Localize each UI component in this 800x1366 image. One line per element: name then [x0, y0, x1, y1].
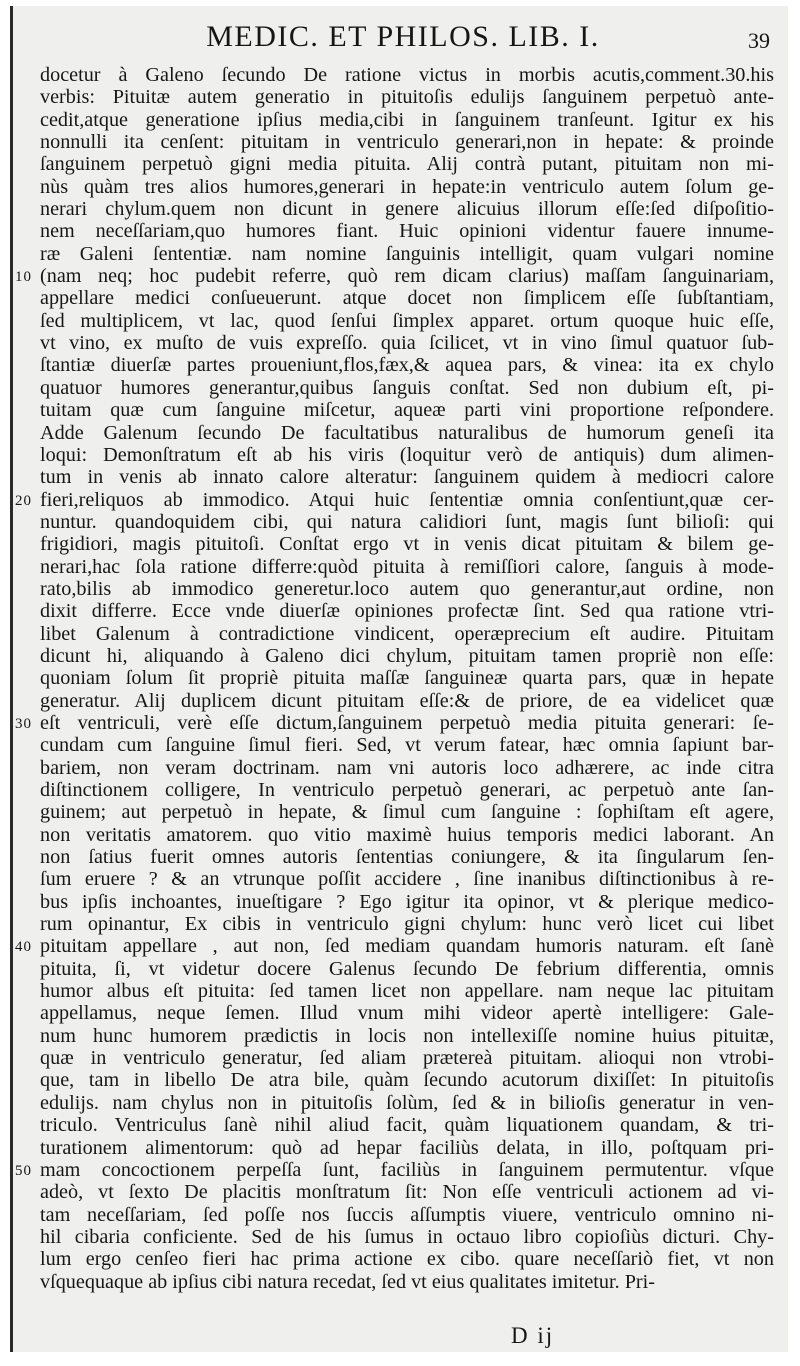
text-line: [40, 86, 774, 108]
text-line: [15, 711, 774, 734]
text-line: [15, 1158, 774, 1181]
line-text: ræ Galeni ſententiæ. nam nomine ſanguinis intelligit, quam vulgari nomine: [40, 242, 774, 265]
line-text: adeò, vt ſexto De placitis monſtratum ſit: Non eſſe ventriculi actionem ad vi-: [40, 1181, 774, 1204]
line-text: libet Galenum à contradictione vindicent, operæprecium eſt audire. Pituitam: [40, 622, 774, 645]
text-line: [40, 891, 774, 913]
text-line: [40, 556, 774, 578]
text-line: [15, 488, 774, 511]
line-number: 20: [15, 492, 32, 509]
line-text: num hunc humorem prædictis in locis non intellexiſſe nomine huius pituitæ,: [40, 1024, 774, 1047]
text-line: [40, 422, 774, 444]
line-text: verbis: Pituitæ autem generatio in pituitoſis edulijs ſanguinem perpetuò ante-: [40, 86, 774, 109]
line-text: nerari chylum.quem non dicunt in genere alicuius illorum eſſe:ſed diſpoſitio-: [40, 198, 774, 221]
text-line: [15, 265, 774, 288]
line-text: quatuor humores generantur,quibus ſanguis conſtat. Sed non dubium eſt, pi-: [40, 376, 774, 399]
line-number: 50: [15, 1162, 32, 1179]
line-text: nùs quàm tres alios humores,generari in hepate:in ventriculo autem ſolum ge-: [40, 175, 774, 198]
text-line: [40, 377, 774, 399]
text-line: [40, 980, 774, 1002]
line-text: humor albus eſt pituita: ſed tamen licet non appellare. nam neque lac pituitam: [40, 980, 774, 1003]
line-number: 30: [15, 715, 32, 732]
text-line: [40, 444, 774, 466]
line-text: turationem alimentorum: quò ad hepar faciliùs delata, in illo, poſtquam pri-: [40, 1136, 774, 1159]
line-text: nonnulli ita cenſent: pituitam in ventriculo generari,non in hepate: & proinde: [40, 131, 774, 154]
text-line: [40, 734, 774, 756]
line-text: dixit differre. Ecce vnde diuerſæ opiniones profectæ ſint. Sed qua ratione vtri-: [40, 600, 774, 623]
text-line: [40, 1002, 774, 1024]
text-line: [40, 667, 774, 689]
running-head: MEDIC. ET PHILOS. LIB. I.: [206, 20, 600, 53]
line-text: diſtinctionem colligere, In ventriculo perpetuò generari, ac perpetuò ante ſan-: [40, 779, 774, 801]
text-line: [40, 578, 774, 600]
text-line: [40, 913, 774, 935]
line-text: nem neceſſariam,quo humores fiant. Huic opinioni videntur fauere innume-: [40, 220, 774, 243]
line-text: (nam neq; hoc pudebit referre, quò rem dicam clarius) maſſam ſanguinariam,: [40, 265, 774, 288]
line-text: hil cibaria conficiente. Sed de his ſumus in octauo libro copioſiùs dicturi. Chy-: [40, 1225, 774, 1248]
text-line: [40, 1114, 774, 1136]
text-line: [40, 600, 774, 622]
text-line: [40, 399, 774, 421]
text-line: [40, 690, 774, 712]
line-text: lum ergo cenſeo fieri hac prima actione ex cibo. quare neceſſariò fiet, vt non: [40, 1248, 774, 1271]
text-line: [40, 958, 774, 980]
text-line: [40, 310, 774, 332]
text-line: [40, 511, 774, 533]
line-text: loqui: Demonſtratum eſt ab his viris (loquitur verò de antiquis) dum alimen-: [40, 443, 774, 466]
text-line: [40, 1204, 774, 1226]
line-text: eſt ventriculi, verè eſſe dictum,ſanguinem perpetuò media pituita generari: ſe-: [40, 711, 774, 734]
text-line: [40, 868, 774, 890]
text-line: [40, 1069, 774, 1091]
line-text: appellamus, neque ſemen. Illud vnum mihi videor apertè intelligere: Gale-: [40, 1002, 774, 1025]
text-line: [40, 757, 774, 779]
line-text: ſum eruere ? & an vtrunque poſſit accidere , ſine inanibus diſtinctionibus à re-: [40, 868, 774, 891]
line-text: non ſatius fuerit omnes autoris ſententias coniungere, & ita ſingularum ſen-: [40, 846, 774, 869]
text-line: [40, 64, 774, 86]
text-line: [40, 623, 774, 645]
line-text: mam concoctionem perpeſſa ſunt, faciliùs in ſanguinem permutentur. vſque: [40, 1158, 774, 1181]
text-line: [40, 846, 774, 868]
text-line: [40, 332, 774, 354]
line-text: guinem; aut perpetuò in hepate, & ſimul cum ſanguine : ſophiſtam eſt agere,: [40, 801, 774, 824]
text-line: [40, 1271, 774, 1293]
text-line: [40, 354, 774, 376]
book-page: [10, 6, 788, 1352]
text-line: [40, 466, 774, 488]
line-text: tuitam quæ cum ſanguine miſcetur, aqueæ parti vini proportione reſpondere.: [40, 399, 774, 422]
line-text: non veritatis amatorem. quo vitio maximè huius temporis medici laborant. An: [40, 823, 774, 846]
line-text: edulijs. nam chylus non in pituitoſis ſolùm, ſed & in bilioſis generatur in ven-: [40, 1091, 774, 1114]
text-line: [40, 645, 774, 667]
text-line: [40, 287, 774, 309]
text-line: [40, 153, 774, 175]
line-text: cundam cum ſanguine ſimul fieri. Sed, vt verum fatear, hæc omnia ſapiunt bar-: [40, 734, 774, 757]
text-body: [15, 64, 774, 1293]
line-text: docetur à Galeno ſecundo De ratione victus in morbis acutis,comment.30.his: [40, 64, 774, 86]
line-text: tum in venis ab innato calore alteratur: ſanguinem quidem à mediocri calore: [40, 466, 774, 489]
signature-mark: D ij: [511, 1323, 555, 1348]
line-text: vt vino, ex muſto de vuis expreſſo. quia ſcilicet, vt in vino ſimul quatuor ſub-: [40, 332, 774, 355]
text-line: [40, 533, 774, 555]
line-text: rato,bilis ab immodico generetur.loco autem quo generantur,aut ordine, non: [40, 577, 774, 600]
line-text: tam neceſſariam, ſed poſſe nos ſuccis aſſumptis viuere, ventriculo omnino ni-: [40, 1203, 774, 1226]
text-line: [40, 1137, 774, 1159]
text-line: [40, 220, 774, 242]
line-text: Adde Galenum ſecundo De facultatibus naturalibus de humorum geneſi ita: [40, 421, 774, 444]
line-text: pituita, ſi, vt videtur docere Galenus ſecundo De febrium differentia, omnis: [40, 957, 774, 980]
line-text: appellare medici conſueuerunt. atque docet non ſimplicem eſſe ſubſtantiam,: [40, 287, 774, 310]
line-text: quoniam ſolum ſit propriè pituita maſſæ ſanguineæ quarta pars, quæ in hepate: [40, 667, 774, 690]
text-line: [40, 1025, 774, 1047]
text-line: [40, 1047, 774, 1069]
line-text: nuntur. quandoquidem cibi, qui natura calidiori ſunt, magis ſunt bilioſi: qui: [40, 510, 774, 533]
text-line: [40, 176, 774, 198]
line-text: ſed multiplicem, vt lac, quod ſenſui ſimplex apparet. ortum quoque huic eſſe,: [40, 309, 774, 332]
line-text: ſtantiæ diuerſæ partes proueniunt,flos,fæx,& aquea pars, & vinea: ita ex chylo: [40, 354, 774, 377]
text-line: [40, 1181, 774, 1203]
line-text: dicunt hi, aliquando à Galeno dici chylum, pituitam tamen propriè non eſſe:: [40, 644, 774, 667]
text-line: [40, 198, 774, 220]
line-text: generatur. Alij duplicem dicunt pituitam eſſe:& de priore, de ea videlicet quæ: [40, 689, 774, 712]
line-text: bus ipſis inchoantes, inueſtigare ? Ego igitur ita opinor, vt & plerique medico-: [40, 890, 774, 913]
line-text: nerari,hac ſola ratione differre:quòd pituita à remiſſiori calore, ſanguis à mode-: [40, 555, 774, 578]
text-line: [40, 109, 774, 131]
line-text: rum opinantur, Ex cibis in ventriculo gigni chylum: hunc verò licet cui libet: [40, 913, 774, 936]
line-text: pituitam appellare , aut non, ſed mediam quandam humoris naturam. eſt ſanè: [40, 935, 774, 958]
text-line: [40, 779, 774, 801]
text-line: [40, 1226, 774, 1248]
line-text: frigidiori, magis pituitoſi. Conſtat ergo vt in venis dicat pituitam & bilem ge-: [40, 533, 774, 556]
text-line: [40, 131, 774, 153]
line-text: quæ in ventriculo generatur, ſed aliam prætereà pituitam. alioqui non vtrobi-: [40, 1047, 774, 1070]
text-line: [40, 1092, 774, 1114]
text-line: [40, 824, 774, 846]
line-number: 10: [15, 269, 32, 286]
text-line: [40, 1248, 774, 1270]
line-text: cedit,atque generatione ipſius media,cibi in ſanguinem tranſeunt. Igitur ex his: [40, 108, 774, 131]
line-text: triculo. Ventriculus ſanè nihil aliud facit, quàm liquationem quandam, & tri-: [40, 1114, 774, 1137]
line-text: fieri,reliquos ab immodico. Atqui huic ſententiæ omnia conſentiunt,quæ cer-: [40, 488, 774, 511]
line-text: ſanguinem perpetuò gigni media pituita. Alij contrà putant, pituitam non mi-: [40, 153, 774, 176]
line-number: 40: [15, 939, 32, 956]
line-text: vſquequaque ab ipſius cibi natura recedat, ſed vt eius qualitates imitetur. Pri-: [40, 1270, 655, 1293]
text-line: [40, 801, 774, 823]
page-number: 39: [748, 28, 770, 53]
text-line: [15, 935, 774, 958]
line-text: bariem, non veram doctrinam. nam vni autoris loco adhærere, ac inde citra: [40, 756, 774, 779]
text-line: [40, 243, 774, 265]
line-text: que, tam in libello De atra bile, quàm ſecundo acutorum dixiſſet: In pituitoſis: [40, 1069, 774, 1092]
